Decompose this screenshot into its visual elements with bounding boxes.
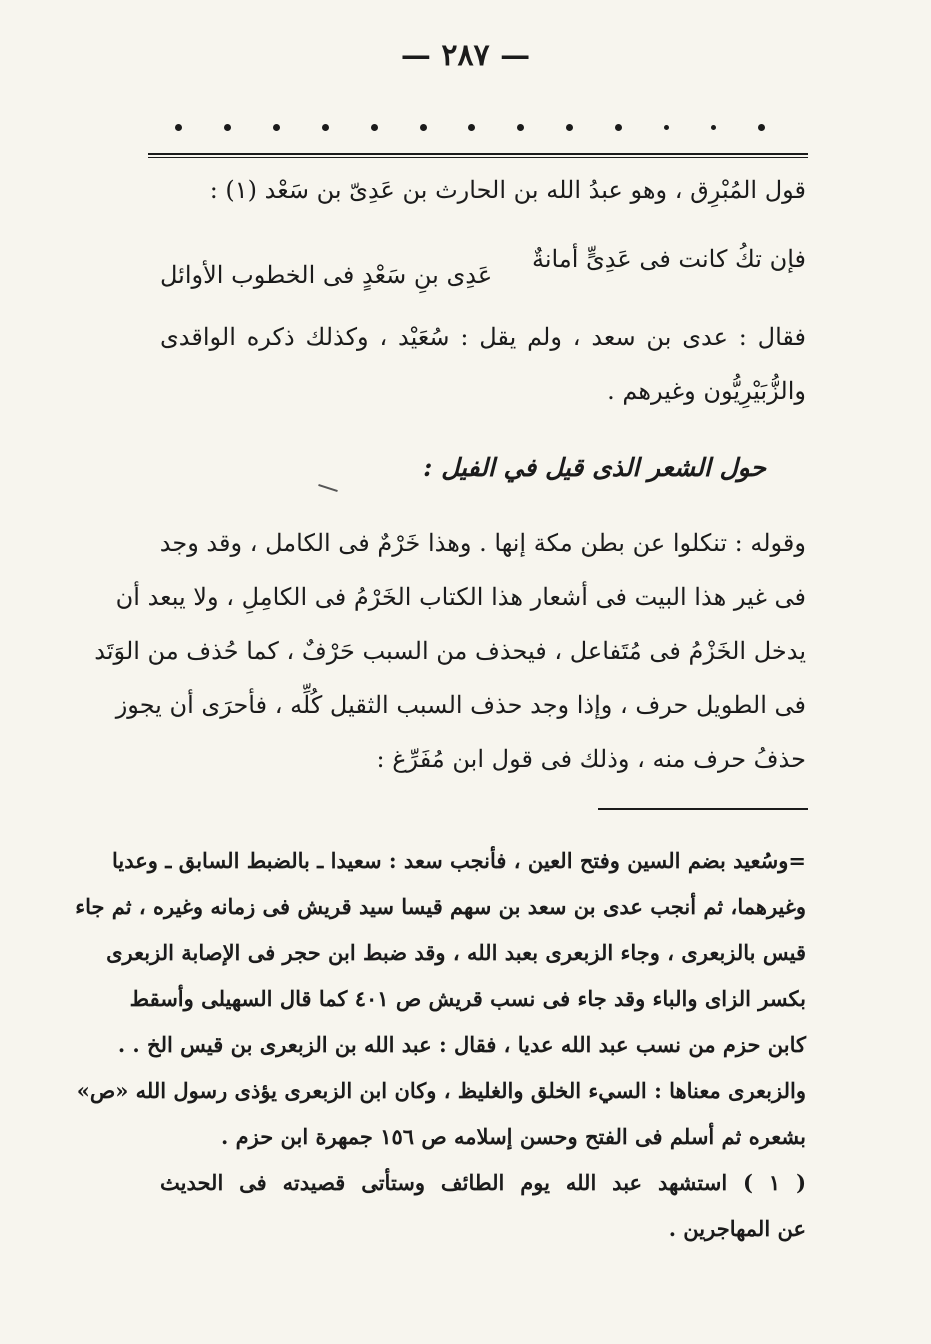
ornament-dot — [420, 124, 427, 131]
ornament-dot — [468, 124, 475, 131]
header-divider-thin — [148, 157, 808, 158]
ornament-dot — [273, 124, 280, 131]
footnote-line: والزبعرى معناها : السيء الخلق والغليظ ، وكان ابن الزبعرى يؤذى رسول الله «ص» — [76, 1078, 806, 1103]
ornament-dot — [615, 124, 622, 131]
footnote-line: =وسُعيد بضم السين وفتح العين ، فأنجب سعد : سعيدا ـ بالضبط السابق ـ وعديا — [111, 848, 806, 873]
paragraph-line: فى الطويل حرف ، وإذا وجد حذف السبب الثقيل كُلِّه ، فأحرَى أن يجوز — [115, 691, 806, 719]
print-mark — [318, 484, 338, 492]
intro-line: قول المُبْرِق ، وهو عبدُ الله بن الحارث بن عَدِىّ بن سَعْد (١) : — [209, 176, 806, 204]
paragraph-line: فى غير هذا البيت فى أشعار هذا الكتاب الخَرْمُ فى الكامِلِ ، ولا يبعد أن — [115, 583, 806, 611]
ornament-dot — [224, 124, 231, 131]
paragraph-line: حذفُ حرف منه ، وذلك فى قول ابن مُفَرِّغ : — [376, 745, 806, 773]
footnote-note-1-continued: عن المهاجرين . — [668, 1216, 806, 1241]
verse-second-hemistich: عَدِى بنِ سَعْدٍ فى الخطوب الأوائل — [160, 261, 493, 289]
page-number: — ٢٨٧ — — [400, 38, 531, 73]
footnote-line: بكسر الزاى والباء وقد جاء فى نسب قريش ص ٤٠١ كما قال السهيلى وأسقط — [129, 986, 806, 1011]
ornament-dot — [664, 125, 669, 130]
ornament-dot — [758, 124, 765, 131]
footnote-note-1: ( ١ ) استشهد عبد الله يوم الطائف وستأتى قصيدته فى الحديث — [160, 1170, 806, 1195]
ornament-dot — [175, 124, 182, 131]
ornament-dot — [711, 125, 716, 130]
paragraph-line: وقوله : تنكلوا عن بطن مكة إنها . وهذا خَرْمٌ فى الكامل ، وقد وجد — [159, 529, 806, 557]
footnote-divider — [598, 808, 808, 810]
footnote-line: قيس بالزبعرى ، وجاء الزبعرى بعبد الله ، وقد ضبط ابن حجر فى الإصابة الزبعرى — [106, 940, 806, 965]
footnote-line: كابن حزم من نسب عبد الله عديا ، فقال : عبد الله بن الزبعرى بن قيس الخ . . — [117, 1032, 806, 1057]
footnote-line: بشعره ثم أسلم فى الفتح وحسن إسلامه ص ١٥٦ جمهرة ابن حزم . — [221, 1124, 806, 1149]
ornament-dot — [322, 124, 329, 131]
ornament-dot — [517, 124, 524, 131]
ornamental-dots — [175, 112, 765, 142]
verse-first-hemistich: فإن تكُ كانت فى عَدِىٍّ أمانةٌ — [531, 245, 806, 273]
ornament-dot — [371, 124, 378, 131]
paragraph-line: يدخل الخَزْمُ فى مُتَفاعل ، فيحذف من السبب حَرْفٌ ، كما حُذف من الوَتَد — [94, 637, 806, 665]
header-divider — [148, 153, 808, 155]
paragraph-line: فقال : عدى بن سعد ، ولم يقل : سُعَيْد ، وكذلك ذكره الواقدى — [160, 323, 806, 351]
footnote-line: وغيرهما، ثم أنجب عدى بن سعد بن سهم قيسا سيد قريش فى زمانه وغيره ، ثم جاء — [75, 894, 806, 919]
ornament-dot — [566, 124, 573, 131]
paragraph-line: والزُّبَيْرِيُّون وغيرهم . — [607, 377, 806, 405]
section-heading: حول الشعر الذى قيل في الفيل : — [423, 453, 766, 482]
